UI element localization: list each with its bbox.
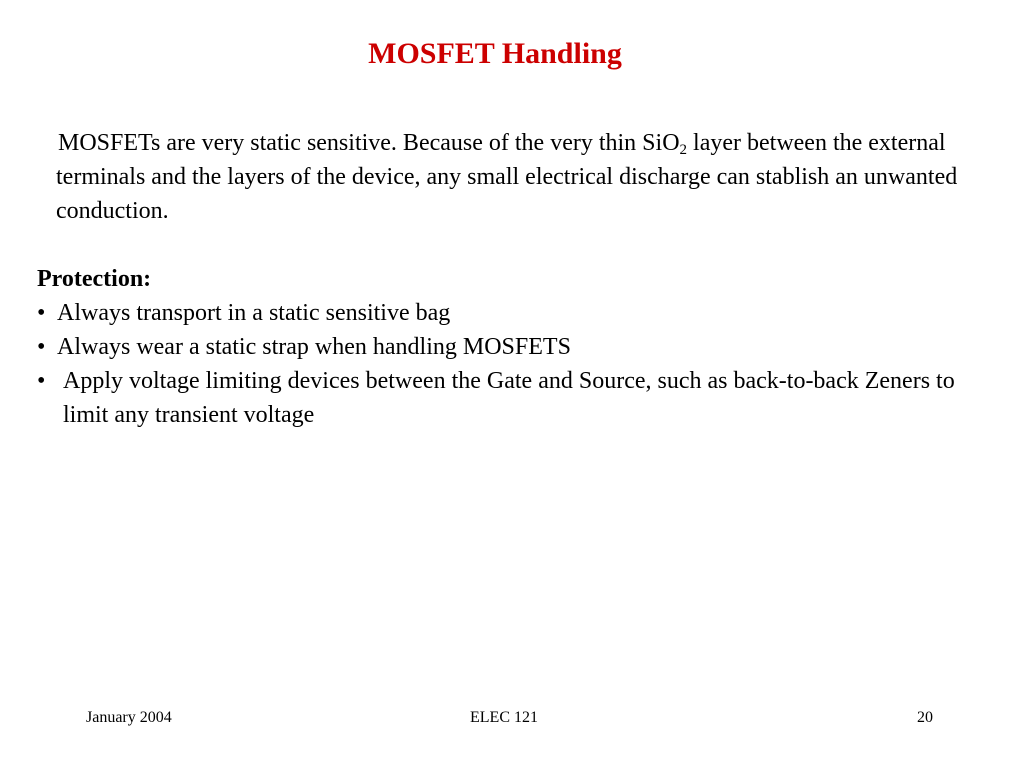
intro-paragraph: [56, 126, 986, 228]
bullet-text: Apply voltage limiting devices between the Gate and Source, such as back-to-back Zeners to limit any transient voltage: [63, 368, 955, 428]
protection-section: [37, 262, 987, 432]
footer-page-number: 20: [917, 709, 933, 726]
bullet-text: Always wear a static strap when handling MOSFETS: [57, 334, 571, 360]
list-item: [37, 296, 987, 330]
intro-subscript: 2: [679, 142, 688, 158]
intro-text-part-1: MOSFETs are very static sensitive. Because of the very thin SiO: [58, 130, 680, 156]
list-item: [37, 364, 987, 432]
bullet-text: Always transport in a static sensitive bag: [57, 300, 451, 326]
footer-course: ELEC 121: [470, 709, 538, 726]
protection-heading: Protection:: [37, 266, 152, 292]
protection-list: [37, 296, 987, 432]
slide-title: MOSFET Handling: [368, 37, 622, 70]
bullet-icon: •: [37, 334, 46, 360]
footer-date: January 2004: [86, 709, 172, 726]
intro-text-part-2: layer between the external terminals and the layers of the device, any small electrical discharge can stablish an unwanted conduction.: [56, 130, 958, 224]
bullet-icon: •: [37, 300, 46, 326]
bullet-icon: •: [37, 368, 46, 394]
list-item: [37, 330, 987, 364]
